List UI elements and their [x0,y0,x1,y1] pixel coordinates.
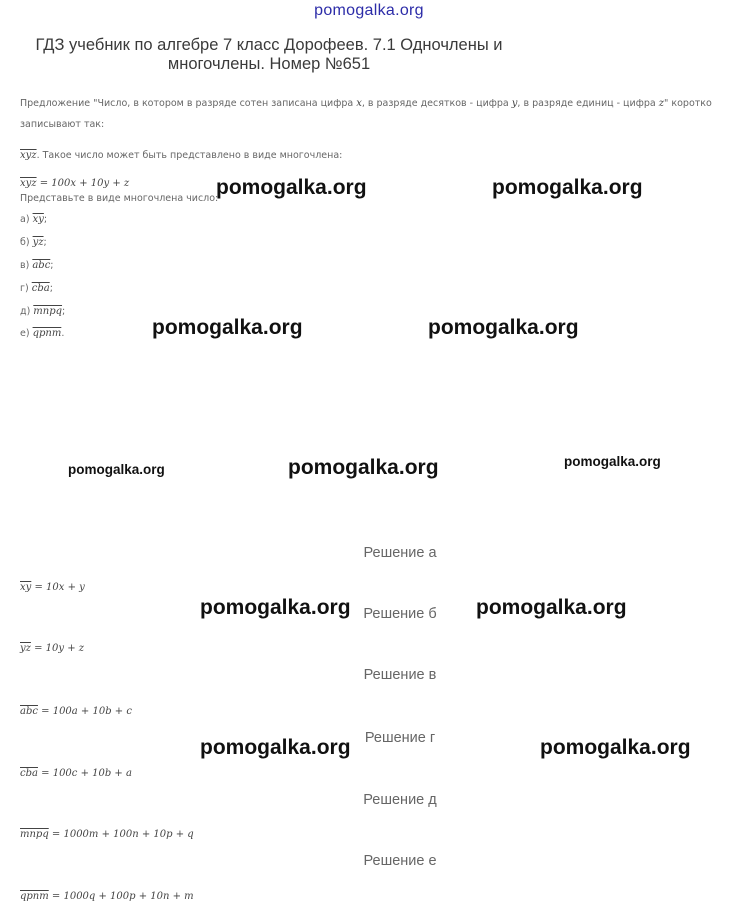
task-text: Представьте в виде многочлена число: [20,193,219,204]
item-end: . [61,328,65,339]
solution-rhs: = 100c + 10b + a [37,768,132,779]
intro-text-c: , в разряде единиц - цифра [517,98,659,109]
item-end: ; [43,237,47,248]
solution-number: $\overline{abc}$ [20,706,38,717]
list-item [20,237,47,248]
watermark: pomogalka.org [288,456,439,479]
list-item [20,283,53,294]
site-logo[interactable]: pomogalka.org [314,2,424,19]
intro-line-1 [20,98,712,109]
solution-rhs: = 1000m + 100n + 10p + q [48,829,194,840]
item-number: qpnm [32,328,62,339]
solution-rhs: = 10y + z [30,643,85,654]
item-label: е) [20,328,33,339]
intro-text-3: . Такое число может быть представлено в виде многочлена: [36,150,343,161]
number-xyz: $\overline{xyz}$ [20,150,37,161]
item-label: в) [20,260,33,271]
watermark: pomogalka.org [540,736,691,759]
var-z: z [658,98,664,109]
solution-heading: Решение е [363,853,437,869]
solution-formula [20,884,194,903]
solution-rhs: = 100a + 10b + c [37,706,132,717]
watermark: pomogalka.org [476,596,627,619]
watermark: pomogalka.org [200,736,351,759]
item-end: ; [43,214,48,225]
intro-text-a: Предложение "Число, в котором в разряде сотен записана цифра [20,98,357,109]
formula-number: $\overline{xyz}$ [20,178,37,189]
solution-formula [20,636,84,655]
item-number: $\overline{cba}$ [31,283,50,294]
solution-heading: Решение в [363,667,437,683]
intro-text-d: " коротко [663,98,712,109]
list-item [20,214,47,225]
solution-heading: Решение д [363,792,437,808]
var-x: x [356,98,362,109]
intro-line-2: записывают так: [20,119,105,130]
item-end: ; [50,260,54,271]
var-y: y [511,98,518,109]
item-label: д) [20,306,34,317]
watermark: pomogalka.org [68,462,165,477]
solution-formula [20,761,132,780]
item-number: $\overline{xy}$ [32,214,44,225]
formula-rhs: = 100x + 10y + z [36,178,130,189]
solution-number: $\overline{cba}$ [20,768,38,779]
list-item [20,328,64,339]
solution-rhs: = 10x + y [31,582,85,593]
solution-rhs: = 1000q + 100p + 10n + m [48,891,194,902]
item-number: mnpq [33,306,63,317]
solution-heading: Решение б [363,606,437,622]
item-label: б) [20,237,33,248]
item-number: $\overline{yz}$ [32,237,44,248]
watermark: pomogalka.org [564,454,661,469]
item-end: ; [62,306,66,317]
watermark: pomogalka.org [152,316,303,339]
item-end: ; [49,283,53,294]
solution-formula [20,699,132,718]
intro-line-3 [20,150,342,161]
item-number: $\overline{abc}$ [32,260,51,271]
watermark: pomogalka.org [216,176,367,199]
list-item [20,306,65,317]
watermark: pomogalka.org [428,316,579,339]
solution-heading: Решение г [364,730,436,746]
item-label: а) [20,214,33,225]
list-item [20,260,54,271]
solution-heading: Решение а [363,545,437,561]
solution-formula [20,822,194,841]
page-title: ГДЗ учебник по алгебре 7 класс Дорофеев. 7.1 Одночлены и многочлены. Номер №651 [35,36,503,73]
watermark: pomogalka.org [492,176,643,199]
item-label: г) [20,283,32,294]
watermark: pomogalka.org [200,596,351,619]
intro-formula [20,171,129,190]
solution-formula [20,575,85,594]
solution-number: mnpq [20,829,49,840]
solution-number: qpnm [20,891,49,902]
intro-text-b: , в разряде десятков - цифра [361,98,512,109]
solution-number: $\overline{xy}$ [20,582,32,593]
solution-number: $\overline{yz}$ [20,643,31,654]
